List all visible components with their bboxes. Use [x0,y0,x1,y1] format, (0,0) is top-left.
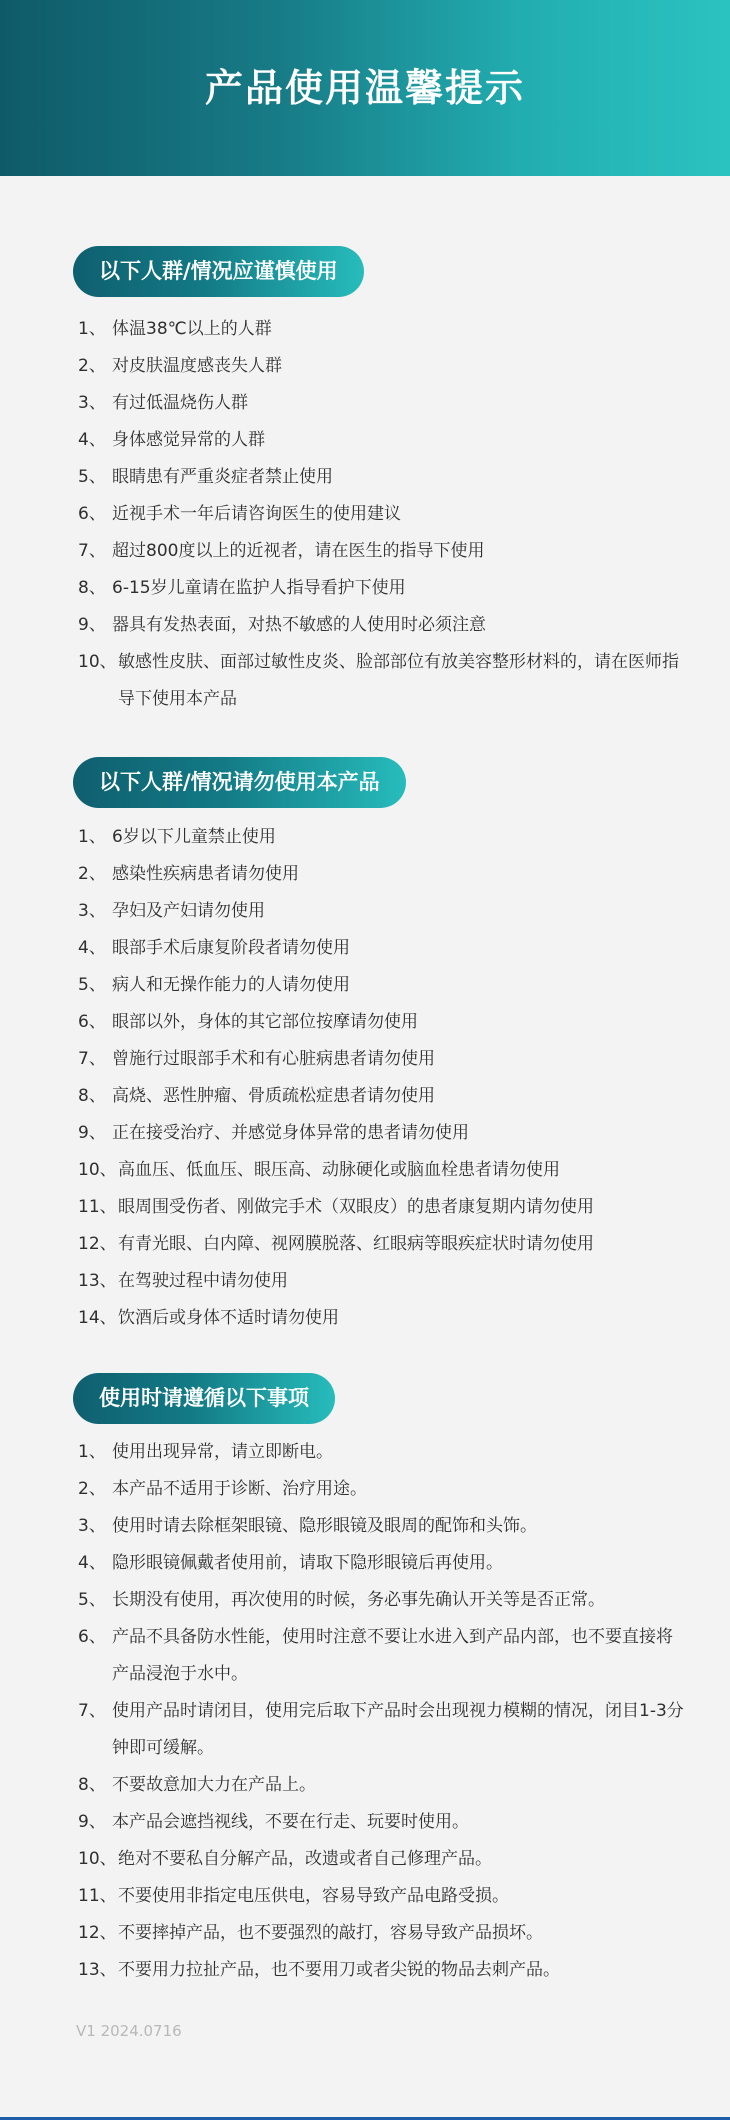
list-number: 5、 [78,975,106,995]
list-text: 本产品会遮挡视线，不要在行走、玩要时使用。 [112,1812,469,1832]
list-text: 绝对不要私自分解产品，改遗或者自己修理产品。 [118,1849,492,1869]
section-usage-title: 使用时请遵循以下事项 [73,1373,335,1424]
list-item [78,607,688,644]
version-label: V1 2024.0716 [76,2022,182,2040]
list-number: 13、 [78,1960,117,1980]
list-number: 14、 [78,1308,117,1328]
list-text: 本产品不适用于诊断、治疗用途。 [112,1479,367,1499]
list-item [78,1841,688,1878]
list-number: 2、 [78,1479,106,1499]
list-number: 8、 [78,1775,106,1795]
list-text: 产品不具备防水性能，使用时注意不要让水进入到产品内部，也不要直接将产品浸泡于水中。 [112,1627,673,1684]
list-text: 眼部手术后康复阶段者请勿使用 [112,938,350,958]
list-text: 不要使用非指定电压供电，容易导致产品电路受损。 [118,1886,509,1906]
list-text: 不要用力拉扯产品，也不要用刀或者尖锐的物品去刺产品。 [118,1960,560,1980]
list-item [78,459,688,496]
list-text: 不要故意加大力在产品上。 [112,1775,316,1795]
list-text: 不要摔掉产品，也不要强烈的敲打，容易导致产品损坏。 [118,1923,543,1943]
list-text: 眼部以外，身体的其它部位按摩请勿使用 [112,1012,418,1032]
list-number: 10、 [78,1849,117,1869]
list-text: 6岁以下儿童禁止使用 [112,827,276,847]
list-item [78,1078,688,1115]
list-number: 10、 [78,1160,117,1180]
page-title: 产品使用温馨提示 [204,66,525,110]
list-number: 5、 [78,467,106,487]
list-text: 正在接受治疗、并感觉身体异常的患者请勿使用 [112,1123,469,1143]
list-text: 在驾驶过程中请勿使用 [118,1271,288,1291]
list-number: 7、 [78,1049,106,1069]
list-text: 隐形眼镜佩戴者使用前，请取下隐形眼镜后再使用。 [112,1553,503,1573]
list-item [78,1804,688,1841]
list-text: 饮酒后或身体不适时请勿使用 [118,1308,339,1328]
list-number: 4、 [78,938,106,958]
list-number: 9、 [78,615,106,635]
list-item [78,1545,688,1582]
list-item [78,819,688,856]
list-item [78,1767,688,1804]
list-number: 13、 [78,1271,117,1291]
list-number: 8、 [78,1086,106,1106]
list-item [78,1189,688,1226]
list-number: 12、 [78,1923,117,1943]
list-item [78,385,688,422]
list-number: 1、 [78,319,106,339]
list-item [78,1508,688,1545]
list-item [78,930,688,967]
list-item [78,967,688,1004]
list-item [78,1152,688,1189]
list-text: 眼周围受伤者、刚做完手术（双眼皮）的患者康复期内请勿使用 [118,1197,594,1217]
list-text: 高血压、低血压、眼压高、动脉硬化或脑血栓患者请勿使用 [118,1160,560,1180]
list-number: 8、 [78,578,106,598]
list-number: 6、 [78,1012,106,1032]
list-item [78,644,688,718]
list-number: 9、 [78,1123,106,1143]
list-text: 对皮肤温度感丧失人群 [112,356,282,376]
list-number: 10、 [78,652,117,672]
list-item [78,1619,688,1693]
list-text: 6-15岁儿童请在监护人指导看护下使用 [112,578,406,598]
list-text: 使用时请去除框架眼镜、隐形眼镜及眼周的配饰和头饰。 [112,1516,537,1536]
list-item [78,1004,688,1041]
list-text: 曾施行过眼部手术和有心脏病患者请勿使用 [112,1049,435,1069]
list-item [78,348,688,385]
list-number: 6、 [78,1627,106,1647]
list-text: 有过低温烧伤人群 [112,393,248,413]
list-text: 体温38℃以上的人群 [112,319,272,339]
list-number: 4、 [78,430,106,450]
list-item [78,1915,688,1952]
caution-list [78,311,688,718]
list-number: 9、 [78,1812,106,1832]
list-number: 3、 [78,1516,106,1536]
section-caution-title: 以下人群/情况应谨慎使用 [73,246,364,297]
list-item [78,1434,688,1471]
list-number: 11、 [78,1886,117,1906]
prohibited-list [78,819,688,1337]
list-text: 使用产品时请闭目，使用完后取下产品时会出现视力模糊的情况，闭目1-3分钟即可缓解。 [112,1701,684,1758]
list-item [78,496,688,533]
list-item [78,311,688,348]
list-item [78,533,688,570]
list-text: 敏感性皮肤、面部过敏性皮炎、脸部部位有放美容整形材料的，请在医师指导下使用本产品 [118,652,679,709]
list-item [78,1263,688,1300]
list-text: 感染性疾病患者请勿使用 [112,864,299,884]
list-text: 近视手术一年后请咨询医生的使用建议 [112,504,401,524]
list-item [78,1226,688,1263]
list-text: 器具有发热表面，对热不敏感的人使用时必须注意 [112,615,486,635]
list-number: 11、 [78,1197,117,1217]
list-item [78,1300,688,1337]
list-number: 5、 [78,1590,106,1610]
list-number: 7、 [78,541,106,561]
list-item [78,422,688,459]
list-text: 高烧、恶性肿瘤、骨质疏松症患者请勿使用 [112,1086,435,1106]
list-text: 病人和无操作能力的人请勿使用 [112,975,350,995]
list-item [78,856,688,893]
list-item [78,570,688,607]
list-number: 3、 [78,901,106,921]
usage-list [78,1434,688,1989]
list-number: 7、 [78,1701,106,1721]
list-text: 身体感觉异常的人群 [112,430,265,450]
list-text: 使用出现异常，请立即断电。 [112,1442,333,1462]
list-text: 孕妇及产妇请勿使用 [112,901,265,921]
list-item [78,1115,688,1152]
list-text: 长期没有使用，再次使用的时候，务必事先确认开关等是否正常。 [112,1590,605,1610]
list-text: 眼睛患有严重炎症者禁止使用 [112,467,333,487]
list-number: 1、 [78,827,106,847]
list-item [78,1471,688,1508]
section-prohibited-title: 以下人群/情况请勿使用本产品 [73,757,406,808]
list-text: 超过800度以上的近视者，请在医生的指导下使用 [112,541,485,561]
list-item [78,1878,688,1915]
list-item [78,1952,688,1989]
list-number: 4、 [78,1553,106,1573]
list-number: 12、 [78,1234,117,1254]
list-item [78,1582,688,1619]
list-number: 3、 [78,393,106,413]
list-text: 有青光眼、白内障、视网膜脱落、红眼病等眼疾症状时请勿使用 [118,1234,594,1254]
list-number: 6、 [78,504,106,524]
list-item [78,893,688,930]
list-item [78,1041,688,1078]
list-number: 2、 [78,864,106,884]
list-number: 1、 [78,1442,106,1462]
list-item [78,1693,688,1767]
list-number: 2、 [78,356,106,376]
